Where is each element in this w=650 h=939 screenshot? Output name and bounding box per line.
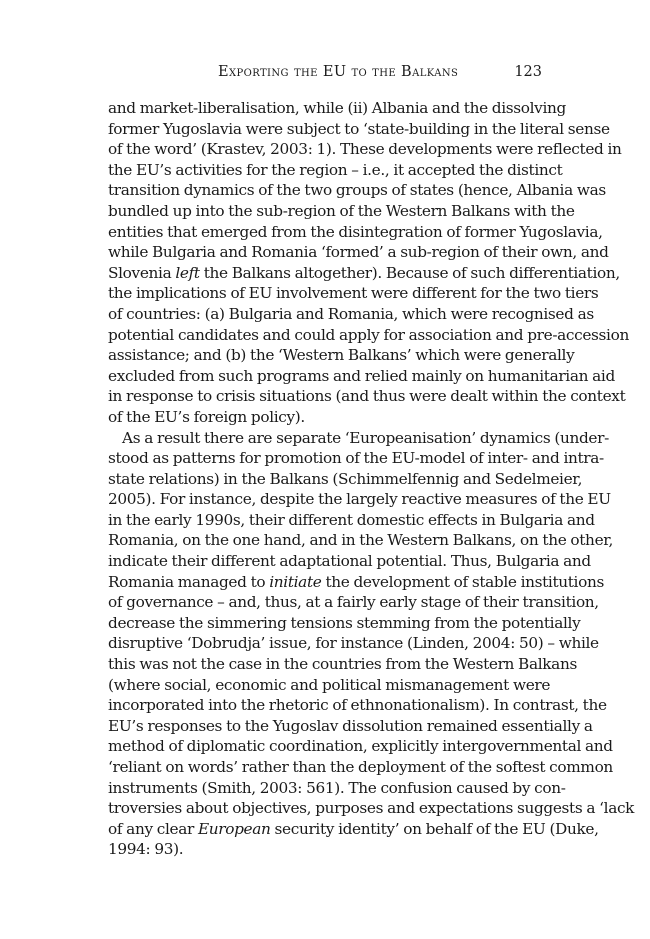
text-segment: security identity’ on behalf of the EU (Duke, xyxy=(270,819,599,838)
text-segment: while Bulgaria and Romania ‘formed’ a sub-region of their own, and xyxy=(108,243,609,262)
text-segment: the implications of EU involvement were different for the two tiers xyxy=(108,284,599,303)
text-segment: As a result there are separate ‘Europeanisation’ dynamics (under- xyxy=(122,428,609,447)
text-segment: of the word’ (Krastev, 2003: 1). These developments were reflected in xyxy=(108,140,622,159)
text-segment: disruptive ‘Dobrudja’ issue, for instance (Linden, 2004: 50) – while xyxy=(108,634,599,653)
text-line xyxy=(108,407,542,428)
text-line xyxy=(108,119,610,140)
text-line xyxy=(108,222,603,243)
text-line xyxy=(108,325,629,346)
text-segment: stood as patterns for promotion of the EU-model of inter- and intra- xyxy=(108,449,604,468)
text-line xyxy=(108,283,599,304)
text-line xyxy=(108,428,609,449)
italic-text: initiate xyxy=(269,572,322,591)
text-segment: method of diplomatic coordination, explicitly intergovernmental and xyxy=(108,737,613,756)
text-line xyxy=(108,366,615,387)
text-segment: of governance – and, thus, at a fairly early stage of their transition, xyxy=(108,593,599,612)
text-segment: 2005). For instance, despite the largely reactive measures of the EU xyxy=(108,490,611,509)
paragraph xyxy=(108,428,635,860)
text-segment: 1994: 93). xyxy=(108,840,184,859)
text-segment: in the early 1990s, their different domestic effects in Bulgaria and xyxy=(108,510,595,529)
text-segment: of any clear xyxy=(108,819,198,838)
text-line xyxy=(108,160,563,181)
text-line xyxy=(108,757,613,778)
text-segment: (where social, economic and political mismanagement were xyxy=(108,675,551,694)
text-segment: indicate their different adaptational potential. Thus, Bulgaria and xyxy=(108,552,591,571)
text-segment: entities that emerged from the disintegration of former Yugoslavia, xyxy=(108,222,603,241)
text-segment: of the EU’s foreign policy). xyxy=(108,407,305,426)
text-segment: Slovenia xyxy=(108,263,176,282)
text-segment: Romania, on the one hand, and in the Western Balkans, on the other, xyxy=(108,531,614,550)
text-line xyxy=(108,839,542,860)
text-segment: of countries: (a) Bulgaria and Romania, which were recognised as xyxy=(108,304,594,323)
body-text xyxy=(108,98,635,860)
text-line xyxy=(108,654,577,675)
text-segment: this was not the case in the countries from the Western Balkans xyxy=(108,655,577,674)
text-segment: transition dynamics of the two groups of states (hence, Albania was xyxy=(108,181,606,200)
text-line xyxy=(108,798,635,819)
text-segment: EU’s responses to the Yugoslav dissolution remained essentially a xyxy=(108,716,593,735)
text-line xyxy=(108,736,613,757)
text-line xyxy=(108,572,604,593)
text-line xyxy=(108,242,609,263)
text-segment: decrease the simmering tensions stemming from the potentially xyxy=(108,613,581,632)
text-line xyxy=(108,139,622,160)
text-segment: instruments (Smith, 2003: 561). The confusion caused by con- xyxy=(108,778,566,797)
italic-text: left xyxy=(175,263,200,282)
text-line xyxy=(108,716,593,737)
text-line xyxy=(108,304,594,325)
text-line xyxy=(108,778,566,799)
text-segment: and market-liberalisation, while (ii) Albania and the dissolving xyxy=(108,99,566,117)
text-segment: ‘reliant on words’ rather than the deployment of the softest common xyxy=(108,758,613,776)
text-line xyxy=(108,633,599,654)
text-line xyxy=(108,613,581,634)
italic-text: European xyxy=(197,819,271,838)
text-segment: troversies about objectives, purposes and expectations suggests a ‘lack xyxy=(108,799,635,818)
running-title: Exporting the EU to the Balkans xyxy=(218,64,459,80)
text-line xyxy=(108,98,566,119)
text-segment: Romania managed to xyxy=(108,572,270,591)
text-line xyxy=(108,695,607,716)
text-segment: state relations) in the Balkans (Schimmelfennig and Sedelmeier, xyxy=(108,469,583,488)
text-line xyxy=(108,469,583,490)
text-segment: assistance; and (b) the ‘Western Balkans’ which were generally xyxy=(108,346,575,365)
text-line xyxy=(108,263,620,284)
text-line xyxy=(108,448,604,469)
text-segment: excluded from such programs and relied mainly on humanitarian aid xyxy=(108,366,615,385)
text-line xyxy=(108,551,591,572)
text-segment: former Yugoslavia were subject to ‘state-building in the literal sense xyxy=(108,119,610,138)
text-segment: potential candidates and could apply for association and pre-accession xyxy=(108,325,629,344)
text-line xyxy=(108,592,599,613)
text-segment: the EU’s activities for the region – i.e., it accepted the distinct xyxy=(108,160,563,179)
text-line xyxy=(108,530,614,551)
text-segment: bundled up into the sub-region of the Western Balkans with the xyxy=(108,201,575,220)
text-segment: the development of stable institutions xyxy=(321,572,604,591)
text-line xyxy=(108,819,599,840)
text-line xyxy=(108,510,595,531)
text-line xyxy=(108,386,626,407)
text-line xyxy=(108,675,551,696)
page-number: 123 xyxy=(514,64,542,80)
text-line xyxy=(108,489,611,510)
text-segment: in response to crisis situations (and thus were dealt within the context xyxy=(108,387,626,406)
running-head xyxy=(108,62,542,82)
text-segment: incorporated into the rhetoric of ethnonationalism). In contrast, the xyxy=(108,696,607,715)
text-line xyxy=(108,345,575,366)
paragraph xyxy=(108,98,629,428)
text-line xyxy=(108,201,575,222)
text-segment: the Balkans altogether). Because of such differentiation, xyxy=(199,263,620,282)
text-line xyxy=(108,180,606,201)
